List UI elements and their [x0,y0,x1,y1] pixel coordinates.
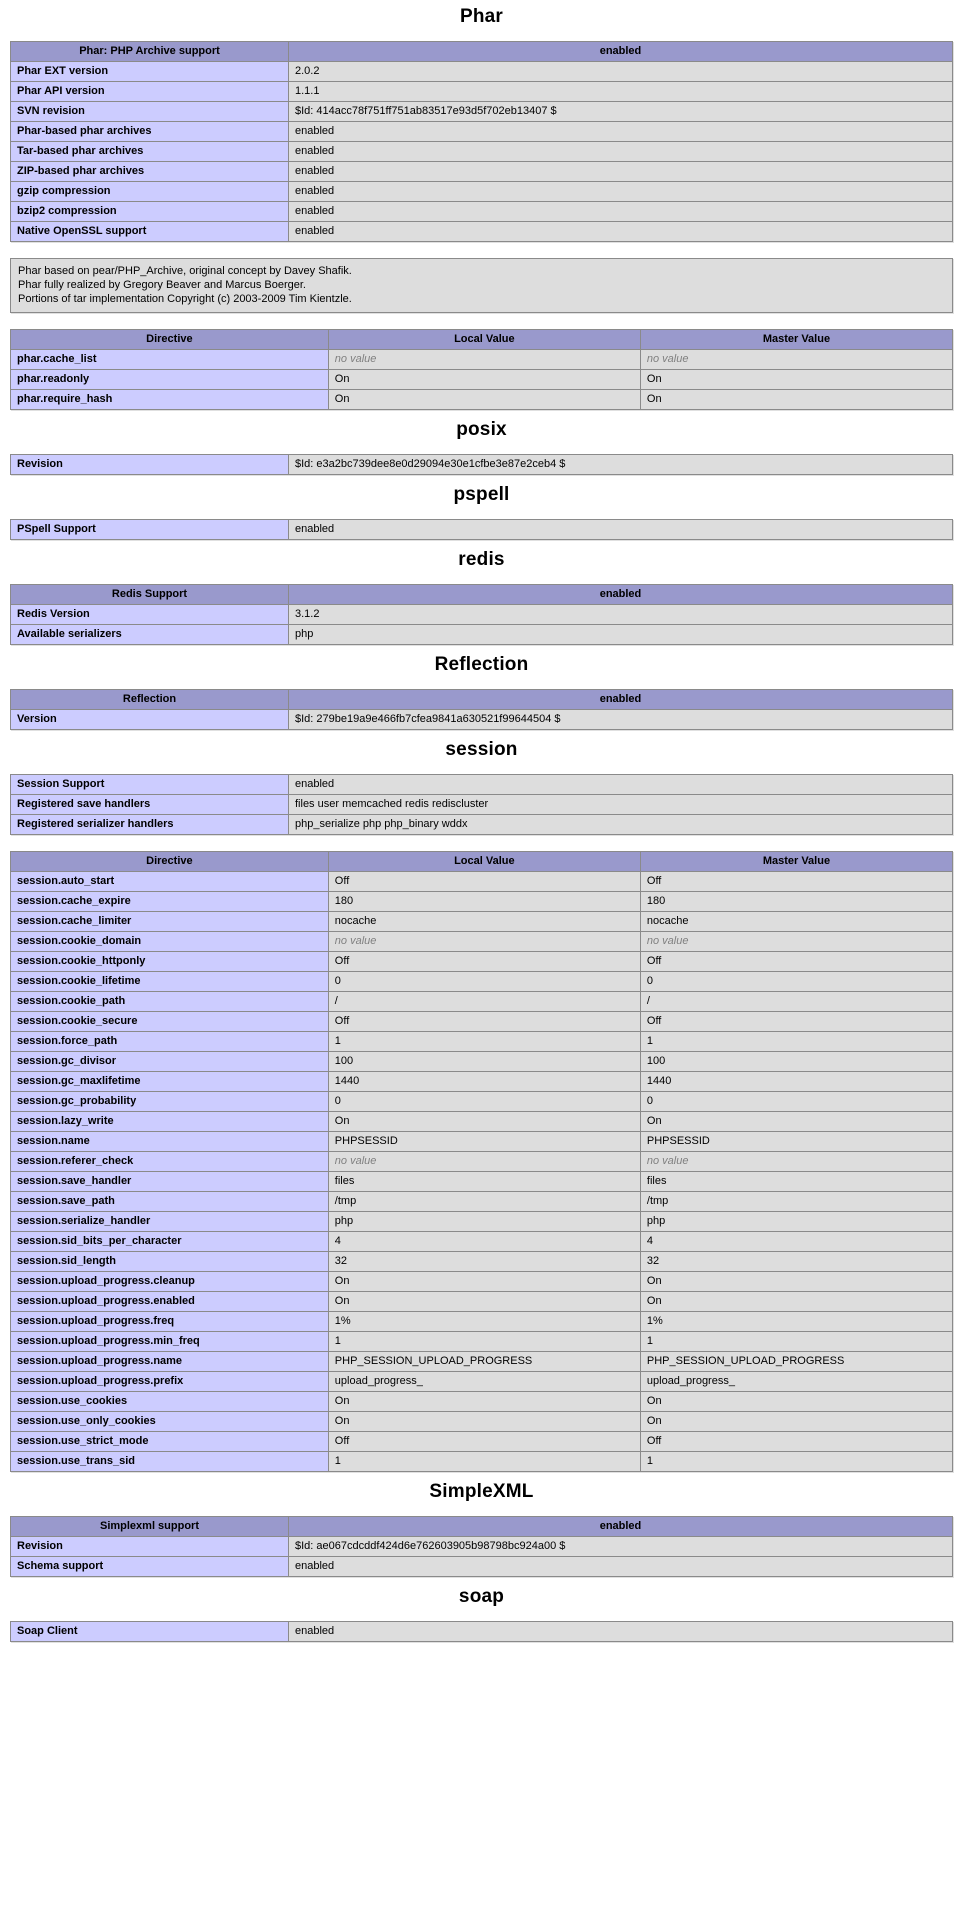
row-key: Version [11,710,289,730]
row-key: Phar EXT version [11,62,289,82]
directive-row [11,370,953,390]
directive-master-value: Off [640,952,952,972]
table-row [11,102,953,122]
directive-name: session.upload_progress.prefix [11,1372,329,1392]
column-header-master-value: Master Value [640,852,952,872]
directive-row [11,932,953,952]
row-key: Phar API version [11,82,289,102]
row-key: Native OpenSSL support [11,222,289,242]
directive-master-value: 1 [640,1332,952,1352]
directive-local-value: no value [328,350,640,370]
section-title-wrap-redis [0,540,963,584]
row-value: enabled [289,142,953,162]
credits-line: Portions of tar implementation Copyright (c) 2003-2009 Tim Kientzle. [18,293,352,305]
directive-master-value: php [640,1212,952,1232]
directive-local-value: 32 [328,1252,640,1272]
directive-master-value: Off [640,872,952,892]
directive-local-value: php [328,1212,640,1232]
directive-local-value: 1 [328,1452,640,1472]
section-title-wrap-posix [0,410,963,454]
table-header-row [11,585,953,605]
row-value: enabled [289,202,953,222]
table-soap-0 [10,1621,953,1642]
directive-local-value: On [328,1292,640,1312]
directive-name: session.cookie_lifetime [11,972,329,992]
directive-local-value: Off [328,952,640,972]
directive-row [11,1012,953,1032]
row-key: Revision [11,1537,289,1557]
directive-master-value: 0 [640,972,952,992]
row-key: Soap Client [11,1622,289,1642]
directive-row [11,1032,953,1052]
directive-name: phar.readonly [11,370,329,390]
column-header-local-value: Local Value [328,330,640,350]
section-title-redis: redis [458,549,505,570]
row-key: Revision [11,455,289,475]
row-value: enabled [289,1622,953,1642]
table-row [11,162,953,182]
directive-local-value: / [328,992,640,1012]
table-row [11,775,953,795]
row-key: Registered serializer handlers [11,815,289,835]
column-header-right: enabled [289,690,953,710]
row-value: $Id: 414acc78f751ff751ab83517e93d5f702eb13407 $ [289,102,953,122]
directives-header-row [11,330,953,350]
directive-master-value: 1440 [640,1072,952,1092]
directive-name: session.gc_divisor [11,1052,329,1072]
table-session-0 [10,774,953,835]
row-key: Tar-based phar archives [11,142,289,162]
table-pspell-0 [10,519,953,540]
directive-row [11,1152,953,1172]
row-value: enabled [289,222,953,242]
credits-line: Phar fully realized by Gregory Beaver and Marcus Boerger. [18,279,306,291]
directive-master-value: On [640,1292,952,1312]
table-row [11,1557,953,1577]
directive-name: session.upload_progress.cleanup [11,1272,329,1292]
directive-master-value: On [640,1272,952,1292]
table-reflection-0 [10,689,953,730]
row-key: Phar-based phar archives [11,122,289,142]
directive-master-value: no value [640,350,952,370]
directive-local-value: 1% [328,1312,640,1332]
section-title-simplexml: SimpleXML [429,1481,534,1502]
directive-local-value: On [328,1392,640,1412]
table-row [11,122,953,142]
table-row [11,455,953,475]
column-header-master-value: Master Value [640,330,952,350]
directive-master-value: upload_progress_ [640,1372,952,1392]
directive-local-value: 100 [328,1052,640,1072]
directive-local-value: PHPSESSID [328,1132,640,1152]
directive-row [11,1412,953,1432]
credits-box-phar [10,258,953,313]
directive-master-value: 4 [640,1232,952,1252]
directive-name: phar.cache_list [11,350,329,370]
directive-local-value: 0 [328,972,640,992]
row-value: enabled [289,1557,953,1577]
spacer [0,313,963,329]
table-row [11,142,953,162]
section-title-session: session [445,739,518,760]
section-title-wrap-phar [0,0,963,41]
directive-name: phar.require_hash [11,390,329,410]
directive-master-value: no value [640,1152,952,1172]
row-value: 1.1.1 [289,82,953,102]
table-row [11,1622,953,1642]
directive-name: session.upload_progress.name [11,1352,329,1372]
directive-master-value: no value [640,932,952,952]
column-header-right: enabled [289,42,953,62]
directive-row [11,1292,953,1312]
table-header-row [11,1517,953,1537]
table-redis-0 [10,584,953,645]
directive-row [11,872,953,892]
spacer [0,835,963,851]
table-row [11,1537,953,1557]
section-title-wrap-simplexml [0,1472,963,1516]
column-header-local-value: Local Value [328,852,640,872]
directive-row [11,972,953,992]
directive-local-value: Off [328,1012,640,1032]
table-row [11,62,953,82]
directive-name: session.upload_progress.min_freq [11,1332,329,1352]
directive-local-value: nocache [328,912,640,932]
directive-name: session.use_trans_sid [11,1452,329,1472]
directive-name: session.cookie_path [11,992,329,1012]
table-header-row [11,42,953,62]
directive-local-value: Off [328,1432,640,1452]
directive-local-value: files [328,1172,640,1192]
table-row [11,795,953,815]
directive-local-value: On [328,390,640,410]
directive-master-value: Off [640,1432,952,1452]
row-value: enabled [289,162,953,182]
row-key: PSpell Support [11,520,289,540]
section-title-phar: Phar [459,6,504,27]
directive-row [11,1072,953,1092]
directive-name: session.name [11,1132,329,1152]
directive-master-value: PHP_SESSION_UPLOAD_PROGRESS [640,1352,952,1372]
row-value: php_serialize php php_binary wddx [289,815,953,835]
section-title-wrap-reflection [0,645,963,689]
directive-local-value: Off [328,872,640,892]
directive-name: session.sid_bits_per_character [11,1232,329,1252]
directive-local-value: PHP_SESSION_UPLOAD_PROGRESS [328,1352,640,1372]
directive-local-value: 180 [328,892,640,912]
directive-master-value: 180 [640,892,952,912]
row-value: $Id: e3a2bc739dee8e0d29094e30e1cfbe3e87e2ceb4 $ [289,455,953,475]
section-title-pspell: pspell [453,484,510,505]
directive-master-value: Off [640,1012,952,1032]
directive-name: session.gc_probability [11,1092,329,1112]
directive-name: session.upload_progress.enabled [11,1292,329,1312]
table-row [11,625,953,645]
directive-name: session.cookie_domain [11,932,329,952]
row-value: 2.0.2 [289,62,953,82]
section-title-soap: soap [458,1586,505,1607]
directive-row [11,892,953,912]
directive-row [11,1192,953,1212]
row-value: 3.1.2 [289,605,953,625]
directive-row [11,1212,953,1232]
directive-master-value: 0 [640,1092,952,1112]
table-row [11,222,953,242]
directive-row [11,1232,953,1252]
row-value: files user memcached redis rediscluster [289,795,953,815]
column-header-directive: Directive [11,330,329,350]
directive-row [11,1252,953,1272]
directive-local-value: 1440 [328,1072,640,1092]
table-row [11,520,953,540]
directive-name: session.cache_expire [11,892,329,912]
column-header-right: enabled [289,585,953,605]
row-key: gzip compression [11,182,289,202]
directive-row [11,350,953,370]
directive-local-value: upload_progress_ [328,1372,640,1392]
row-key: ZIP-based phar archives [11,162,289,182]
directive-row [11,1432,953,1452]
directive-local-value: On [328,1112,640,1132]
table-row [11,815,953,835]
directive-row [11,1172,953,1192]
directive-row [11,1132,953,1152]
column-header-left: Reflection [11,690,289,710]
directives-table-phar [10,329,953,410]
directive-local-value: /tmp [328,1192,640,1212]
directive-name: session.force_path [11,1032,329,1052]
directive-row [11,1452,953,1472]
row-value: $Id: 279be19a9e466fb7cfea9841a630521f99644504 $ [289,710,953,730]
directive-row [11,1372,953,1392]
directive-name: session.save_handler [11,1172,329,1192]
directive-local-value: no value [328,1152,640,1172]
row-value: php [289,625,953,645]
directive-row [11,1052,953,1072]
directive-row [11,912,953,932]
row-key: Schema support [11,1557,289,1577]
directive-name: session.upload_progress.freq [11,1312,329,1332]
table-row [11,605,953,625]
table-phar-0 [10,41,953,242]
directive-master-value: 1 [640,1452,952,1472]
table-posix-0 [10,454,953,475]
directive-local-value: 1 [328,1332,640,1352]
directive-name: session.use_only_cookies [11,1412,329,1432]
directive-row [11,1392,953,1412]
row-value: $Id: ae067cdcddf424d6e762603905b98798bc924a00 $ [289,1537,953,1557]
directive-master-value: On [640,390,952,410]
directives-table-session [10,851,953,1472]
table-simplexml-0 [10,1516,953,1577]
row-key: Registered save handlers [11,795,289,815]
directive-master-value: 1 [640,1032,952,1052]
directive-local-value: On [328,370,640,390]
directive-row [11,1272,953,1292]
directive-master-value: 1% [640,1312,952,1332]
column-header-directive: Directive [11,852,329,872]
table-header-row [11,690,953,710]
table-row [11,202,953,222]
directive-row [11,1112,953,1132]
directive-name: session.save_path [11,1192,329,1212]
directive-master-value: 100 [640,1052,952,1072]
column-header-left: Redis Support [11,585,289,605]
directive-name: session.cookie_httponly [11,952,329,972]
section-title-reflection: Reflection [434,654,529,675]
directive-name: session.use_cookies [11,1392,329,1412]
directive-row [11,390,953,410]
row-key: Redis Version [11,605,289,625]
directive-local-value: no value [328,932,640,952]
directive-name: session.use_strict_mode [11,1432,329,1452]
directive-master-value: PHPSESSID [640,1132,952,1152]
column-header-right: enabled [289,1517,953,1537]
directive-name: session.referer_check [11,1152,329,1172]
row-key: SVN revision [11,102,289,122]
directive-name: session.cookie_secure [11,1012,329,1032]
directives-header-row [11,852,953,872]
directive-row [11,952,953,972]
table-row [11,710,953,730]
directive-name: session.serialize_handler [11,1212,329,1232]
directive-name: session.auto_start [11,872,329,892]
directive-name: session.cache_limiter [11,912,329,932]
directive-master-value: files [640,1172,952,1192]
directive-name: session.gc_maxlifetime [11,1072,329,1092]
column-header-left: Phar: PHP Archive support [11,42,289,62]
row-value: enabled [289,520,953,540]
row-value: enabled [289,122,953,142]
credits-line: Phar based on pear/PHP_Archive, original concept by Davey Shafik. [18,265,352,277]
directive-row [11,992,953,1012]
directive-row [11,1332,953,1352]
row-value: enabled [289,775,953,795]
directive-row [11,1092,953,1112]
directive-row [11,1352,953,1372]
section-title-wrap-pspell [0,475,963,519]
row-key: bzip2 compression [11,202,289,222]
directive-local-value: 0 [328,1092,640,1112]
section-title-posix: posix [456,419,507,440]
directive-local-value: On [328,1272,640,1292]
directive-master-value: On [640,370,952,390]
directive-master-value: nocache [640,912,952,932]
directive-master-value: On [640,1392,952,1412]
directive-master-value: / [640,992,952,1012]
directive-master-value: /tmp [640,1192,952,1212]
directive-local-value: On [328,1412,640,1432]
directive-local-value: 4 [328,1232,640,1252]
column-header-left: Simplexml support [11,1517,289,1537]
directive-row [11,1312,953,1332]
section-title-wrap-session [0,730,963,774]
row-key: Available serializers [11,625,289,645]
directive-master-value: 32 [640,1252,952,1272]
directive-name: session.sid_length [11,1252,329,1272]
table-row [11,182,953,202]
section-title-wrap-soap [0,1577,963,1621]
directive-master-value: On [640,1412,952,1432]
spacer [0,242,963,258]
directive-local-value: 1 [328,1032,640,1052]
directive-name: session.lazy_write [11,1112,329,1132]
table-row [11,82,953,102]
row-key: Session Support [11,775,289,795]
row-value: enabled [289,182,953,202]
directive-master-value: On [640,1112,952,1132]
